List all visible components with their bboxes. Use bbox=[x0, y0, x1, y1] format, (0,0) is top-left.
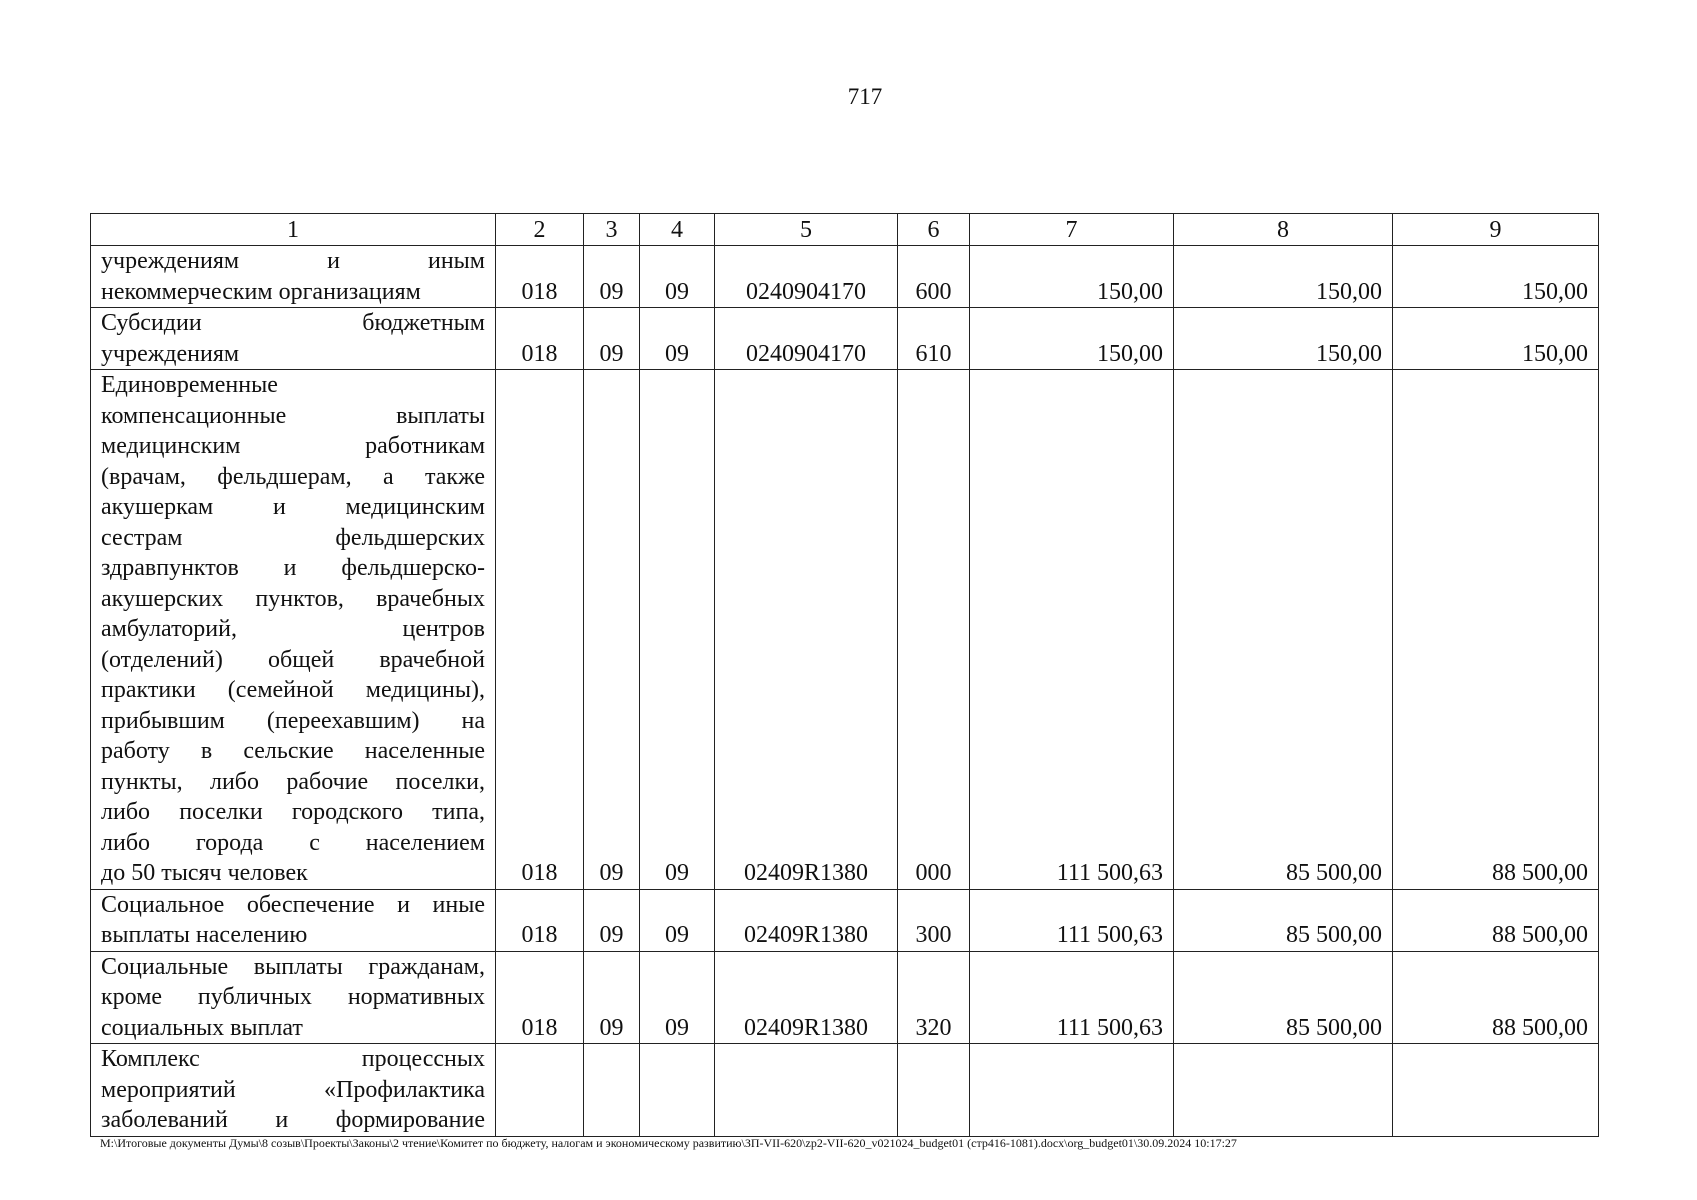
description-line: (врачам, фельдшерам, а также bbox=[101, 463, 485, 490]
row-description bbox=[91, 370, 496, 890]
amount-col9-cell: 88 500,00 bbox=[1393, 951, 1599, 1044]
column-header-4: 4 bbox=[640, 214, 715, 246]
amount-col8-cell bbox=[1174, 1044, 1393, 1137]
row-description bbox=[91, 246, 496, 308]
description-line: амбулаторий, центров bbox=[101, 616, 485, 642]
target-article-cell: 02409R1380 bbox=[715, 951, 898, 1044]
description-line: социальных выплат bbox=[101, 1014, 303, 1041]
table-row bbox=[91, 1044, 1599, 1137]
description-line: сестрам фельдшерских bbox=[101, 524, 485, 551]
column-header-7: 7 bbox=[970, 214, 1174, 246]
amount-col9-cell bbox=[1393, 1044, 1599, 1137]
amount-col8-cell: 150,00 bbox=[1174, 246, 1393, 308]
target-article-cell: 0240904170 bbox=[715, 308, 898, 370]
ministry-code-cell: 018 bbox=[496, 246, 584, 308]
row-description bbox=[91, 1044, 496, 1137]
amount-col7-cell: 111 500,63 bbox=[970, 951, 1174, 1044]
column-header-6: 6 bbox=[898, 214, 970, 246]
ministry-code-cell: 018 bbox=[496, 370, 584, 890]
description-line: Субсидии бюджетным bbox=[101, 310, 485, 336]
section-code-cell: 09 bbox=[584, 951, 640, 1044]
column-header-5: 5 bbox=[715, 214, 898, 246]
section-code-cell: 09 bbox=[584, 308, 640, 370]
subsection-code-cell: 09 bbox=[640, 370, 715, 890]
target-article-cell: 02409R1380 bbox=[715, 889, 898, 951]
column-header-1: 1 bbox=[91, 214, 496, 246]
row-description bbox=[91, 889, 496, 951]
description-line: акушеркам и медицинским bbox=[101, 494, 485, 520]
description-line: либо поселки городского типа, bbox=[101, 799, 485, 825]
expense-type-cell: 320 bbox=[898, 951, 970, 1044]
ministry-code-cell: 018 bbox=[496, 308, 584, 370]
amount-col9-cell: 88 500,00 bbox=[1393, 370, 1599, 890]
page-number: 717 bbox=[847, 84, 883, 109]
description-line: некоммерческим организациям bbox=[101, 278, 421, 305]
description-line: медицинским работникам bbox=[101, 433, 485, 459]
description-line: либо города с населением bbox=[101, 829, 485, 856]
amount-col8-cell: 85 500,00 bbox=[1174, 889, 1393, 951]
budget-table bbox=[90, 213, 1599, 1137]
description-line: заболеваний и формирование bbox=[101, 1107, 485, 1133]
amount-col7-cell: 150,00 bbox=[970, 246, 1174, 308]
table-row bbox=[91, 370, 1599, 890]
description-line: учреждениям bbox=[101, 340, 240, 367]
section-code-cell bbox=[584, 1044, 640, 1137]
amount-col8-cell: 85 500,00 bbox=[1174, 951, 1393, 1044]
ministry-code-cell: 018 bbox=[496, 889, 584, 951]
target-article-cell bbox=[715, 1044, 898, 1137]
description-line: работу в сельские населенные bbox=[101, 738, 485, 764]
section-code-cell: 09 bbox=[584, 370, 640, 890]
amount-col7-cell: 111 500,63 bbox=[970, 370, 1174, 890]
description-line: пункты, либо рабочие поселки, bbox=[101, 768, 485, 795]
description-line: выплаты населению bbox=[101, 922, 308, 948]
table-header-row bbox=[91, 214, 1599, 246]
amount-col8-cell: 150,00 bbox=[1174, 308, 1393, 370]
column-header-2: 2 bbox=[496, 214, 584, 246]
subsection-code-cell: 09 bbox=[640, 308, 715, 370]
column-header-9: 9 bbox=[1393, 214, 1599, 246]
description-line: Социальные выплаты гражданам, bbox=[101, 953, 485, 980]
expense-type-cell: 000 bbox=[898, 370, 970, 890]
target-article-cell: 0240904170 bbox=[715, 246, 898, 308]
column-header-3: 3 bbox=[584, 214, 640, 246]
description-line: практики (семейной медицины), bbox=[101, 677, 485, 703]
section-code-cell: 09 bbox=[584, 246, 640, 308]
description-line: кроме публичных нормативных bbox=[101, 984, 485, 1010]
amount-col7-cell: 150,00 bbox=[970, 308, 1174, 370]
subsection-code-cell: 09 bbox=[640, 889, 715, 951]
description-line: компенсационные выплаты bbox=[101, 402, 485, 429]
expense-type-cell: 300 bbox=[898, 889, 970, 951]
column-header-8: 8 bbox=[1174, 214, 1393, 246]
description-line: акушерских пунктов, врачебных bbox=[101, 585, 485, 612]
description-line: Единовременные bbox=[101, 372, 278, 398]
expense-type-cell: 610 bbox=[898, 308, 970, 370]
table-row bbox=[91, 308, 1599, 370]
ministry-code-cell bbox=[496, 1044, 584, 1137]
table-row bbox=[91, 951, 1599, 1044]
table-row bbox=[91, 889, 1599, 951]
amount-col7-cell bbox=[970, 1044, 1174, 1137]
description-line: здравпунктов и фельдшерско- bbox=[101, 555, 485, 581]
expense-type-cell: 600 bbox=[898, 246, 970, 308]
row-description bbox=[91, 951, 496, 1044]
description-line: Комплекс процессных bbox=[101, 1046, 485, 1072]
section-code-cell: 09 bbox=[584, 889, 640, 951]
description-line: прибывшим (переехавшим) на bbox=[101, 707, 485, 734]
description-line: Социальное обеспечение и иные bbox=[101, 891, 485, 918]
amount-col8-cell: 85 500,00 bbox=[1174, 370, 1393, 890]
expense-type-cell bbox=[898, 1044, 970, 1137]
description-line: учреждениям и иным bbox=[101, 248, 485, 274]
target-article-cell: 02409R1380 bbox=[715, 370, 898, 890]
row-description bbox=[91, 308, 496, 370]
table-row bbox=[91, 246, 1599, 308]
subsection-code-cell: 09 bbox=[640, 246, 715, 308]
description-line: (отделений) общей врачебной bbox=[101, 646, 485, 673]
description-line: до 50 тысяч человек bbox=[101, 860, 308, 886]
file-path-footer: M:\Итоговые документы Думы\8 созыв\Проекты\Законы\2 чтение\Комитет по бюджету, налогам и экономическому развитию\ЗП-VII-620\zp2-VII-620_v021024_budget01 (стр416-1081).docx\org_budget01\30.09.2024 10:17:27 bbox=[100, 1136, 1237, 1150]
amount-col9-cell: 150,00 bbox=[1393, 246, 1599, 308]
subsection-code-cell: 09 bbox=[640, 951, 715, 1044]
ministry-code-cell: 018 bbox=[496, 951, 584, 1044]
description-line: мероприятий «Профилактика bbox=[101, 1076, 485, 1103]
amount-col9-cell: 150,00 bbox=[1393, 308, 1599, 370]
amount-col9-cell: 88 500,00 bbox=[1393, 889, 1599, 951]
subsection-code-cell bbox=[640, 1044, 715, 1137]
amount-col7-cell: 111 500,63 bbox=[970, 889, 1174, 951]
